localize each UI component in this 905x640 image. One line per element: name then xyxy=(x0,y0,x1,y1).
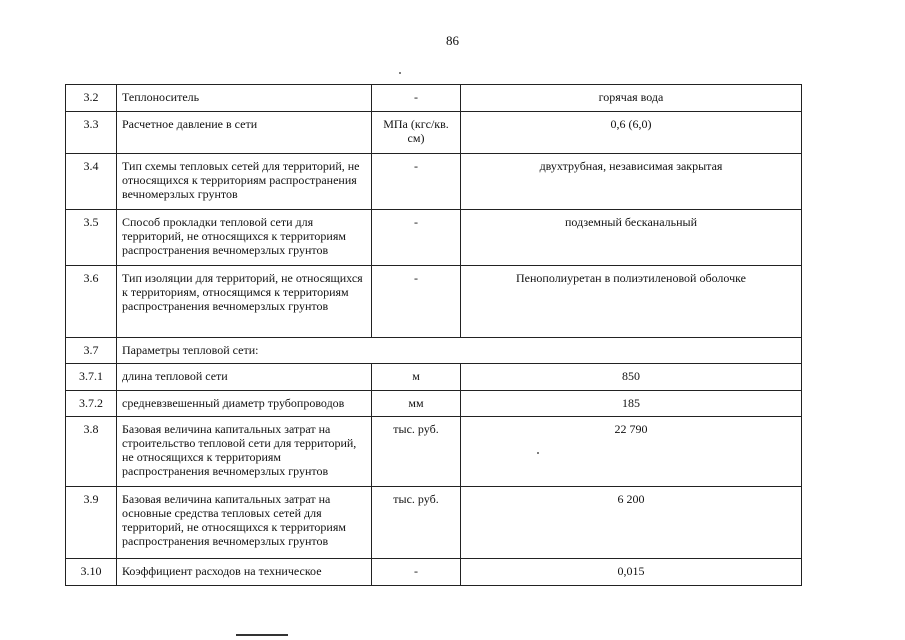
scan-speck xyxy=(399,72,401,74)
row-number: 3.6 xyxy=(66,266,117,338)
parameter-name: Базовая величина капитальных затрат на строительство тепловой сети для территорий, не относящихся к территориям распространения вечномерзлых грунтов xyxy=(117,417,372,487)
table-row xyxy=(66,338,802,364)
parameter-name: Тип схемы тепловых сетей для территорий, не относящихся к территориям распространения вечномерзлых грунтов xyxy=(117,154,372,210)
value-cell: горячая вода xyxy=(461,85,802,112)
parameter-name: Базовая величина капитальных затрат на основные средства тепловых сетей для территорий, не относящихся к территориям распространения вечномерзлых грунтов xyxy=(117,487,372,559)
row-number: 3.8 xyxy=(66,417,117,487)
parameter-name: Тип изоляции для территорий, не относящихся к территориям, относящимся к территориям распространения вечномерзлых грунтов xyxy=(117,266,372,338)
row-number: 3.2 xyxy=(66,85,117,112)
scan-speck xyxy=(537,452,539,454)
row-number: 3.7.1 xyxy=(66,364,117,391)
table-row xyxy=(66,210,802,266)
parameter-name: средневзвешенный диаметр трубопроводов xyxy=(117,391,372,417)
page-number: 86 xyxy=(446,33,459,48)
row-number: 3.10 xyxy=(66,559,117,586)
unit-cell: - xyxy=(372,266,461,338)
row-number: 3.4 xyxy=(66,154,117,210)
unit-cell: - xyxy=(372,210,461,266)
table-row xyxy=(66,85,802,112)
unit-cell: - xyxy=(372,85,461,112)
table-row xyxy=(66,266,802,338)
table-row xyxy=(66,154,802,210)
unit-cell: м xyxy=(372,364,461,391)
table-row xyxy=(66,364,802,391)
value-cell: 6 200 xyxy=(461,487,802,559)
row-number: 3.9 xyxy=(66,487,117,559)
unit-cell: тыс. руб. xyxy=(372,417,461,487)
value-cell: 0,6 (6,0) xyxy=(461,112,802,154)
parameters-table xyxy=(65,84,802,586)
unit-cell: тыс. руб. xyxy=(372,487,461,559)
row-number: 3.3 xyxy=(66,112,117,154)
table-row xyxy=(66,417,802,487)
unit-cell: - xyxy=(372,154,461,210)
table-row xyxy=(66,559,802,586)
value-cell: Пенополиуретан в полиэтиленовой оболочке xyxy=(461,266,802,338)
value-cell: 0,015 xyxy=(461,559,802,586)
unit-cell: мм xyxy=(372,391,461,417)
parameter-name: Способ прокладки тепловой сети для территорий, не относящихся к территориям распространения вечномерзлых грунтов xyxy=(117,210,372,266)
value-cell: 850 xyxy=(461,364,802,391)
table-row xyxy=(66,112,802,154)
parameter-name: Коэффициент расходов на техническое xyxy=(117,559,372,586)
row-number: 3.7.2 xyxy=(66,391,117,417)
value-cell: 185 xyxy=(461,391,802,417)
unit-cell: МПа (кгс/кв. см) xyxy=(372,112,461,154)
parameter-name: Расчетное давление в сети xyxy=(117,112,372,154)
value-cell: 22 790 xyxy=(461,417,802,487)
unit-cell: - xyxy=(372,559,461,586)
scan-mark xyxy=(236,634,288,636)
section-heading: Параметры тепловой сети: xyxy=(117,338,802,364)
value-cell: подземный бесканальный xyxy=(461,210,802,266)
parameter-name: длина тепловой сети xyxy=(117,364,372,391)
value-cell: двухтрубная, независимая закрытая xyxy=(461,154,802,210)
row-number: 3.7 xyxy=(66,338,117,364)
table-row xyxy=(66,391,802,417)
table-row xyxy=(66,487,802,559)
parameter-name: Теплоноситель xyxy=(117,85,372,112)
row-number: 3.5 xyxy=(66,210,117,266)
